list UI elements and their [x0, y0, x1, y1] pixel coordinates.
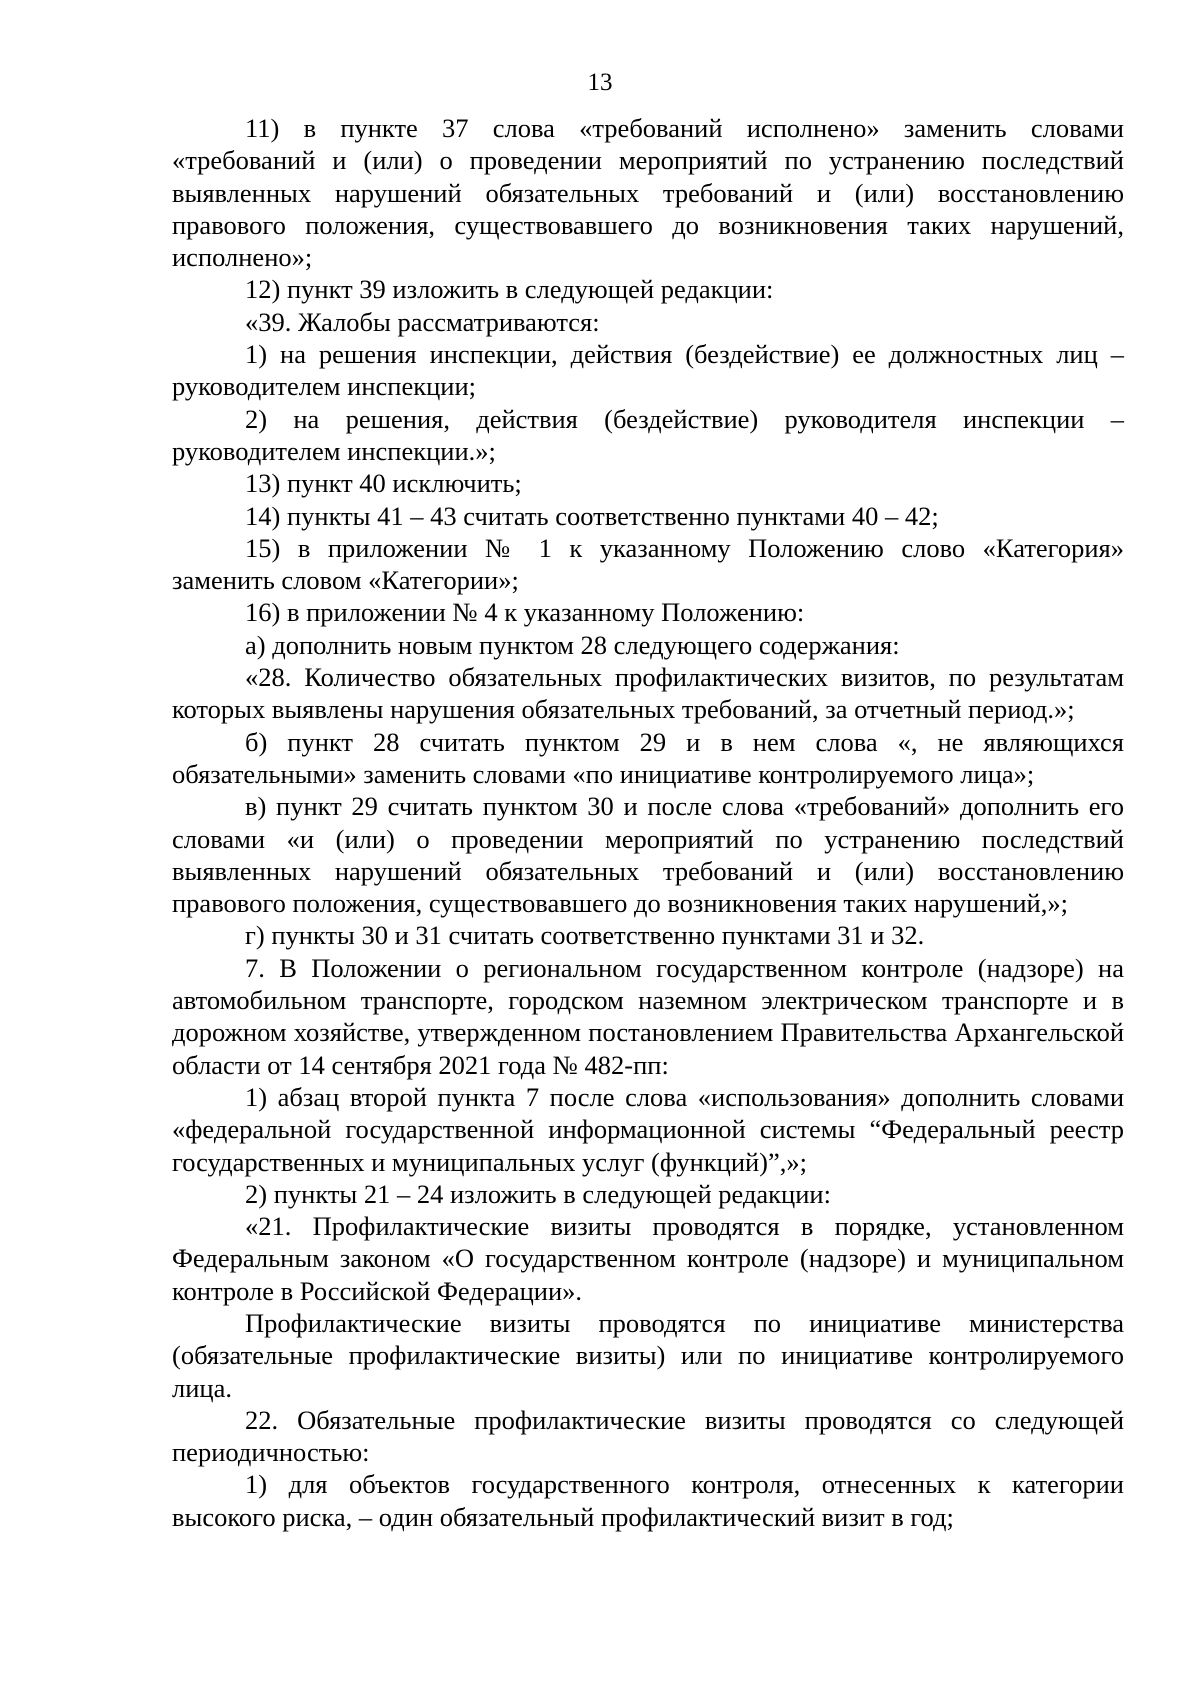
paragraph: Профилактические визиты проводятся по инициативе министерства (обязательные профилактические визиты) или по инициативе контролируемого лица. [172, 1307, 1124, 1403]
paragraph: в) пункт 29 считать пунктом 30 и после слова «требований» дополнить его словами «и (или) о проведении мероприятий по устранению последствий выявленных нарушений обязательных требований и (или) восстановлению правового положения, существовавшего до возникновения таких нарушений,»; [172, 791, 1124, 919]
paragraph: 15) в приложении № 1 к указанному Положению слово «Категория» заменить словом «Категории»; [172, 532, 1124, 596]
paragraph: 22. Обязательные профилактические визиты проводятся со следующей периодичностью: [172, 1404, 1124, 1468]
document-body [172, 112, 1124, 1533]
paragraph: 16) в приложении № 4 к указанному Положению: [245, 597, 805, 628]
paragraph: г) пункты 30 и 31 считать соответственно пунктами 31 и 32. [245, 920, 925, 951]
paragraph: 14) пункты 41 – 43 считать соответственно пунктами 40 – 42; [245, 500, 939, 531]
paragraph: 13) пункт 40 исключить; [245, 468, 522, 499]
paragraph: «39. Жалобы рассматриваются: [245, 306, 600, 337]
page-number: 13 [587, 69, 613, 96]
paragraph: а) дополнить новым пунктом 28 следующего содержания: [245, 629, 900, 660]
paragraph: 2) на решения, действия (бездействие) руководителя инспекции – руководителем инспекции.»; [172, 403, 1124, 466]
paragraph: «28. Количество обязательных профилактических визитов, по результатам которых выявлены нарушения обязательных требований, за отчетный период.»; [172, 662, 1124, 725]
paragraph: «21. Профилактические визиты проводятся в порядке, установленном Федеральным законом «О государственном контроле (надзоре) и муниципальном контроле в Российской Федерации». [172, 1211, 1124, 1306]
paragraph: 1) на решения инспекции, действия (бездействие) ее должностных лиц – руководителем инспекции; [172, 339, 1124, 402]
paragraph: 1) для объектов государственного контроля, отнесенных к категории высокого риска, – один обязательный профилактический визит в год; [172, 1469, 1124, 1532]
paragraph: 1) абзац второй пункта 7 после слова «использования» дополнить словами «федеральной государственной информационной системы “Федеральный реестр государственных и муниципальных услуг (функций)”,»; [172, 1081, 1124, 1177]
paragraph: 12) пункт 39 изложить в следующей редакции: [245, 274, 774, 305]
paragraph: 11) в пункте 37 слова «требований исполнено» заменить словами «требований и (или) о проведении мероприятий по устранению последствий выявленных нарушений обязательных требований и (или) восстановлению правового положения, существовавшего до возникновения таких нарушений, исполнено»; [172, 113, 1124, 273]
paragraph: 7. В Положении о региональном государственном контроле (надзоре) на автомобильном транспорте, городском наземном электрическом транспорте и в дорожном хозяйстве, утвержденном постановлением Правительства Архангельской области от 14 сентября 2021 года № 482-пп: [172, 952, 1124, 1080]
paragraph: 2) пункты 21 – 24 изложить в следующей редакции: [245, 1178, 831, 1209]
paragraph: б) пункт 28 считать пунктом 29 и в нем слова «, не являющихся обязательными» заменить словами «по инициативе контролируемого лица»; [172, 726, 1124, 789]
